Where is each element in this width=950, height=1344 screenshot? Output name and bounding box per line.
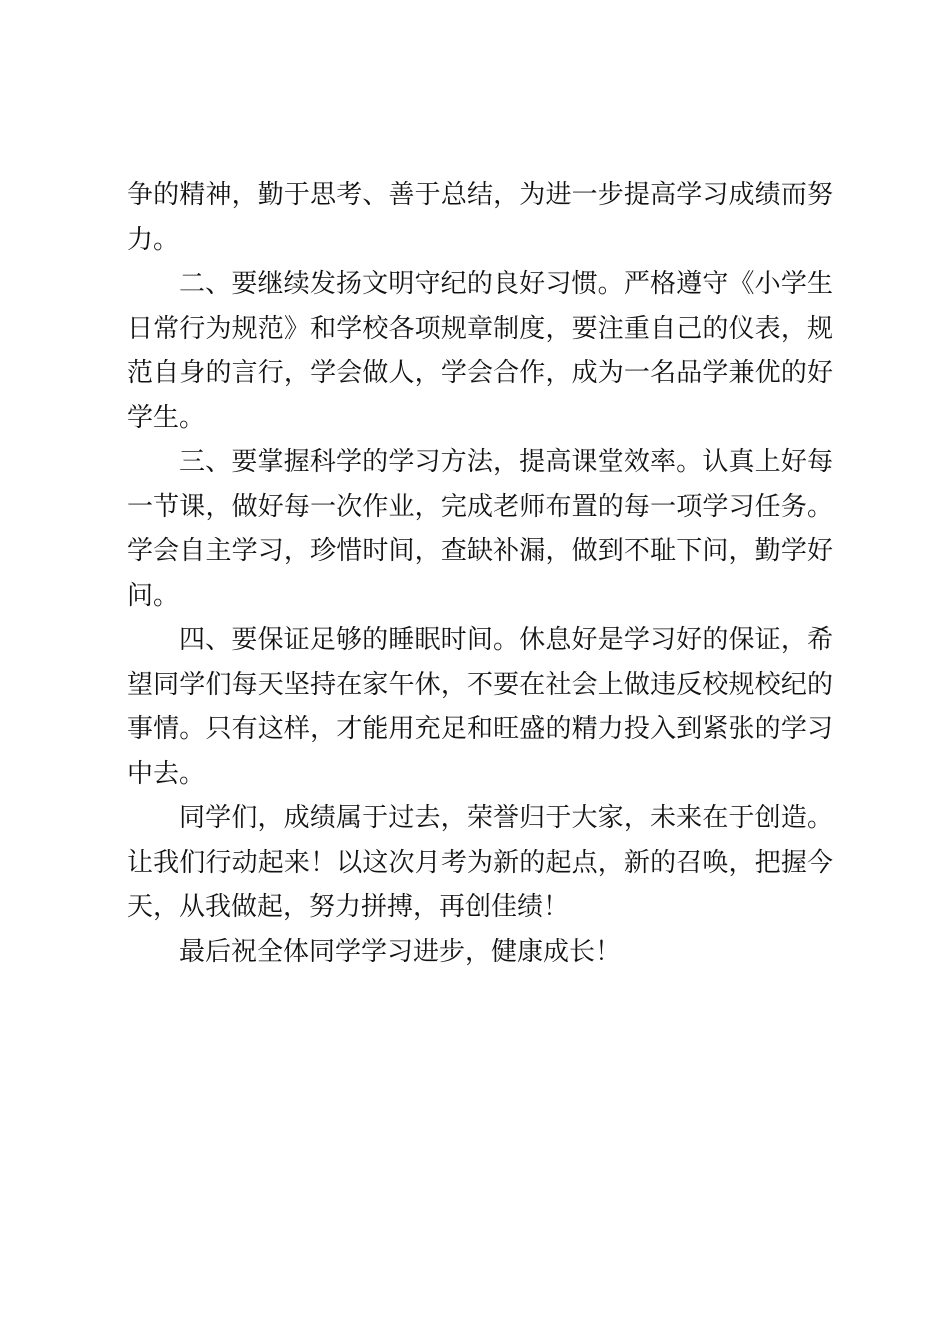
document-body [127, 173, 833, 974]
paragraph-final-wish: 最后祝全体同学学习进步，健康成长！ [179, 936, 622, 967]
paragraph-closing: 同学们，成绩属于过去，荣誉归于大家，未来在于创造。让我们行动起来！以这次月考为新的起点，新的召唤，把握今天，从我做起，努力拼搏，再创佳绩！ [127, 803, 833, 922]
paragraph-point-three: 三、要掌握科学的学习方法，提高课堂效率。认真上好每一节课，做好每一次作业，完成老师布置的每一项学习任务。学会自主学习，珍惜时间，查缺补漏，做到不耻下问，勤学好问。 [127, 447, 833, 611]
paragraph-point-four: 四、要保证足够的睡眠时间。休息好是学习好的保证，希望同学们每天坚持在家午休，不要在社会上做违反校规校纪的事情。只有这样，才能用充足和旺盛的精力投入到紧张的学习中去。 [127, 625, 833, 789]
paragraph-continuation: 争的精神，勤于思考、善于总结，为进一步提高学习成绩而努力。 [127, 180, 833, 255]
paragraph-point-two: 二、要继续发扬文明守纪的良好习惯。严格遵守《小学生日常行为规范》和学校各项规章制度，要注重自己的仪表，规范自身的言行，学会做人，学会合作，成为一名品学兼优的好学生。 [127, 269, 833, 433]
